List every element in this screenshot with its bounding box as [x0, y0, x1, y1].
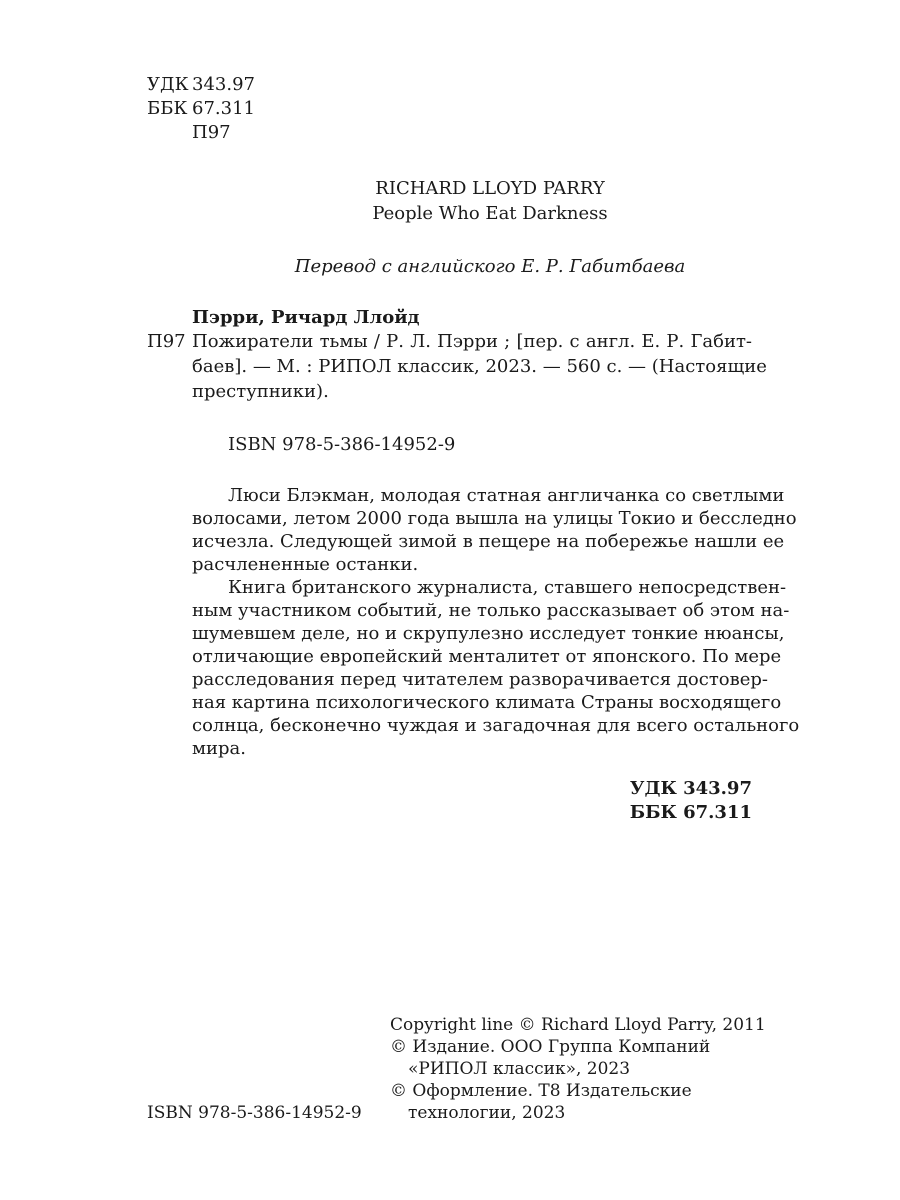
annotation-line: Люси Блэкман, молодая статная англичанка со светлыми: [228, 485, 785, 506]
udk-label: УДК: [147, 74, 189, 95]
annotation-line: солнца, бесконечно чуждая и загадочная для всего остального: [192, 715, 800, 736]
bbk-code-right: ББК 67.311: [629, 802, 752, 823]
udk-row: [147, 73, 255, 97]
annotation-line: исчезла. Следующей зимой в пещере на побережье нашли ее: [192, 531, 785, 552]
annotation: [192, 484, 800, 760]
original-title: People Who Eat Darkness: [372, 203, 608, 224]
annotation-line: Книга британского журналиста, ставшего непосредствен-: [228, 577, 787, 598]
copyright-line: © Издание. ООО Группа Компаний: [390, 1037, 711, 1057]
annotation-line: расчлененные останки.: [192, 554, 419, 575]
bib-line-1: Пожиратели тьмы / Р. Л. Пэрри ; [пер. с англ. Е. Р. Габит-: [192, 331, 752, 352]
classification-block: [147, 73, 255, 145]
annotation-line: расследования перед читателем разворачивается достовер-: [192, 669, 769, 690]
copyright-line: Copyright line © Richard Lloyd Parry, 2011: [390, 1015, 766, 1035]
author-mark-row: [147, 121, 255, 145]
copyright-line: «РИПОЛ классик», 2023: [408, 1059, 631, 1079]
bibliographic-isbn: ISBN 978-5-386-14952-9: [228, 434, 456, 455]
bib-line-2: баев]. — М. : РИПОЛ классик, 2023. — 560 с. — (Настоящие: [192, 356, 767, 377]
udk-code-right: УДК 343.97: [629, 778, 752, 799]
annotation-line: ная картина психологического климата Страны восходящего: [192, 692, 782, 713]
translation-note: Перевод с английского Е. Р. Габитбаева: [294, 256, 686, 277]
annotation-line: ным участником событий, не только рассказывает об этом на-: [192, 600, 790, 621]
bib-line-3: преступники).: [192, 381, 329, 402]
annotation-line: мира.: [192, 738, 246, 759]
annotation-line: отличающие европейский менталитет от японского. По мере: [192, 646, 782, 667]
author-heading: Пэрри, Ричард Ллойд: [192, 307, 420, 328]
annotation-line: шумевшем деле, но и скрупулезно исследует тонкие нюансы,: [192, 623, 785, 644]
bbk-row: [147, 97, 255, 121]
bibliographic-mark: П97: [147, 331, 186, 352]
bbk-label: ББК: [147, 98, 188, 119]
udk-value: 343.97: [192, 74, 255, 95]
copyright-line: технологии, 2023: [408, 1103, 566, 1123]
annotation-line: волосами, летом 2000 года вышла на улицы Токио и бесследно: [192, 508, 797, 529]
original-author: RICHARD LLOYD PARRY: [375, 178, 605, 199]
author-mark: П97: [192, 122, 231, 143]
bbk-value: 67.311: [192, 98, 255, 119]
footer-isbn: ISBN 978-5-386-14952-9: [147, 1103, 362, 1123]
copyright-block: [390, 1014, 766, 1124]
copyright-line: © Оформление. Т8 Издательские: [390, 1081, 692, 1101]
